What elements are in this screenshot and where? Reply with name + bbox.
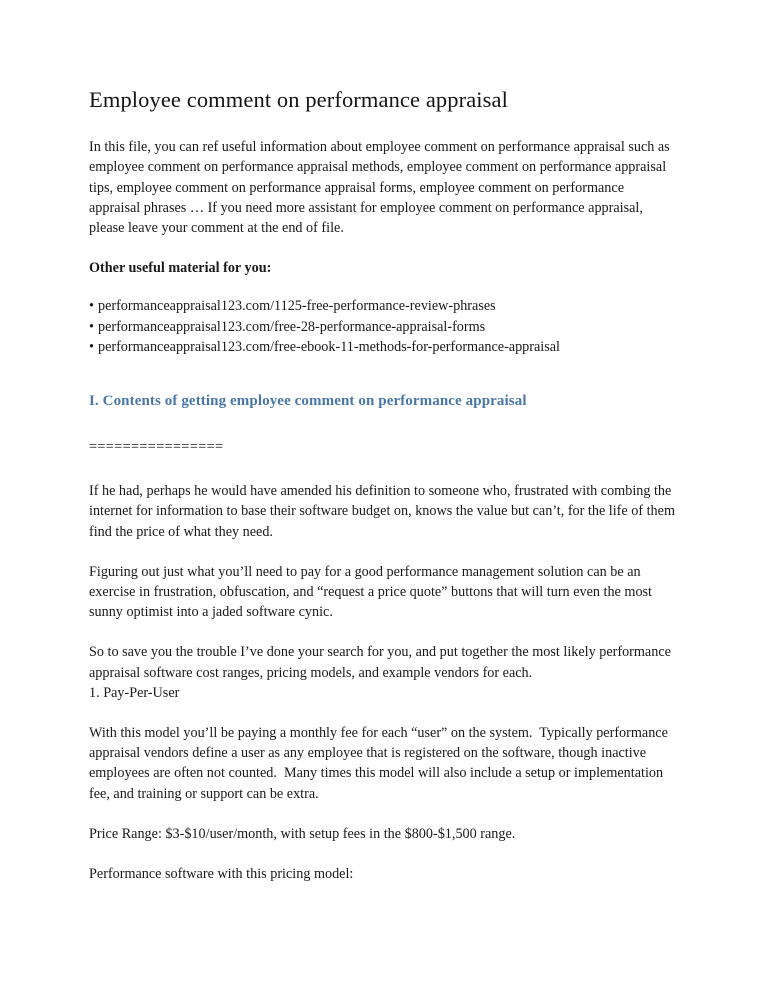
body-paragraph-1: If he had, perhaps he would have amended his definition to someone who, frustrated with combing the internet for information to base their software budget on, knows the value but can’t, for the life of them find the price of what they need. bbox=[89, 483, 679, 540]
bullet-icon: • bbox=[89, 318, 94, 335]
divider: ================ bbox=[89, 438, 224, 455]
list-item bbox=[89, 317, 678, 337]
pricing-model-item: 1. Pay-Per-User bbox=[89, 684, 180, 701]
resources-heading: Other useful material for you: bbox=[89, 260, 272, 277]
resource-link-text[interactable]: performanceappraisal123.com/free-ebook-11-methods-for-performance-appraisal bbox=[97, 338, 560, 355]
body-paragraph-4: With this model you’ll be paying a monthly fee for each “user” on the system. Typically performance appraisal vendors define a user as any employee that is registered on the software, though inactive employees are often not counted. Many times this model will also include a setup or implementation fee, and training or support can be extra. bbox=[89, 724, 672, 802]
intro-paragraph: In this file, you can ref useful information about employee comment on performance appraisal such as employee comment on performance appraisal methods, employee comment on performance appraisal tips, employee comment on performance appraisal forms, employee comment on performance appraisal phrases … If you need more assistant for employee comment on performance appraisal, please leave your comment at the end of file. bbox=[89, 139, 674, 236]
list-item bbox=[89, 296, 678, 316]
price-range-line: Price Range: $3-$10/user/month, with setup fees in the $800-$1,500 range. bbox=[89, 825, 516, 842]
resource-link-text[interactable]: performanceappraisal123.com/free-28-performance-appraisal-forms bbox=[97, 318, 486, 335]
list-item bbox=[89, 337, 678, 357]
resource-link-list bbox=[89, 296, 678, 357]
page-title: Employee comment on performance appraisal bbox=[89, 87, 508, 112]
body-paragraph-3: So to save you the trouble I’ve done your search for you, and put together the most likely performance appraisal software cost ranges, pricing models, and example vendors for each. bbox=[89, 644, 675, 681]
body-paragraph-2: Figuring out just what you’ll need to pay for a good performance management solution can be an exercise in frustration, obfuscation, and “request a price quote” buttons that will turn even the most sunny optimist into a jaded software cynic. bbox=[89, 563, 656, 621]
bullet-icon: • bbox=[89, 298, 94, 315]
resource-link-text[interactable]: performanceappraisal123.com/1125-free-performance-review-phrases bbox=[97, 298, 496, 315]
section-heading: I. Contents of getting employee comment on performance appraisal bbox=[89, 392, 527, 409]
closing-line: Performance software with this pricing model: bbox=[89, 866, 354, 882]
bullet-icon: • bbox=[89, 338, 94, 355]
